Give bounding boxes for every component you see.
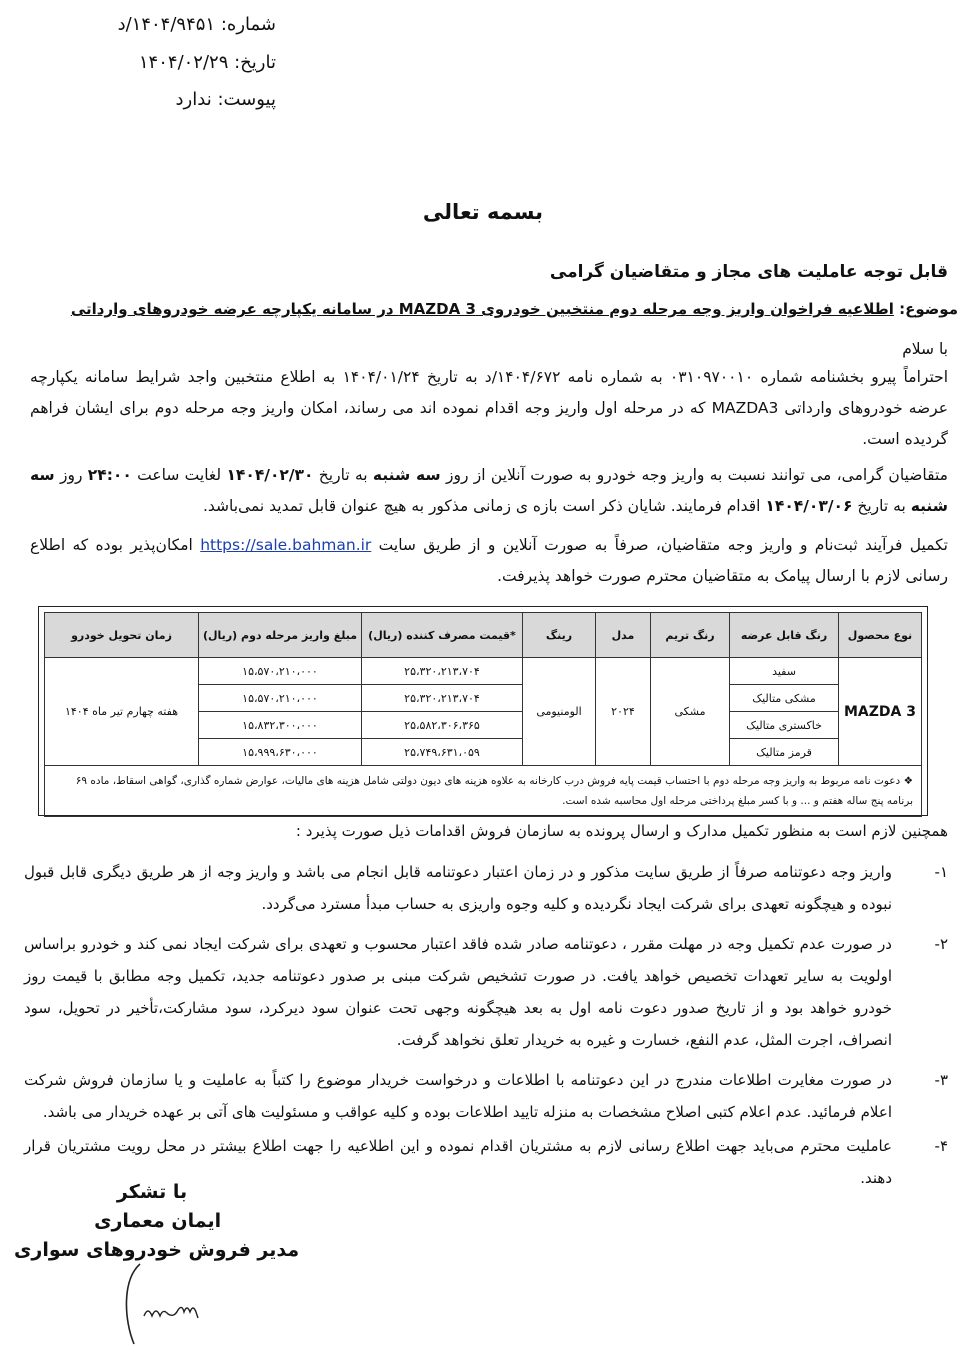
paragraph-2 [30, 460, 948, 522]
subject-label: موضوع: [899, 300, 958, 318]
date-label: تاریخ: [234, 52, 276, 73]
deposit-cell: ۱۵،۵۷۰،۲۱۰،۰۰۰ [199, 685, 362, 712]
number-label: شماره: [220, 14, 276, 35]
col-delivery: زمان تحویل خودرو [45, 613, 199, 658]
closing-text: با تشکر [116, 1181, 188, 1203]
page-title: بسمه تعالی [422, 200, 544, 224]
p2-text-2: به تاریخ [318, 466, 368, 484]
product-cell: MAZDA 3 [839, 658, 922, 766]
col-color: رنگ قابل عرضه [730, 613, 839, 658]
color-cell: خاکستری متالیک [730, 712, 839, 739]
paragraph-3 [30, 530, 948, 592]
p2-bold-4: سه شنبه [30, 466, 948, 515]
p2-bold-2: ۱۴۰۴/۰۲/۳۰ [226, 466, 314, 484]
col-rim: رینگ [523, 613, 596, 658]
letter-number [118, 14, 276, 36]
p2-bold-1: سه شنبه [372, 466, 441, 484]
price-cell: ۲۵،۷۴۹،۶۳۱،۰۵۹ [362, 739, 523, 766]
note-text: دعوت نامه مربوط به واریز وجه مرحله دوم با احتساب قیمت پایه فروش درب کارخانه به علاوه هزینه های دیون دولتی شامل هزینه های مالیات، عوارض شماره گذاری، گواهی اسقاط، ماده ۶۹ برنامه پنج ساله هفتم و ... و با کسر مبلغ پرداختی مرحله اول محاسبه شده است. [75, 775, 913, 807]
list-item-number: ۴- [934, 1137, 948, 1155]
list-item-number: ۲- [934, 935, 948, 953]
table-header-row [45, 613, 922, 658]
list-item-number: ۳- [934, 1071, 948, 1089]
p2-text-6: اقدام فرمایند. شایان ذکر است بازه ی زمانی مذکور به هیچ عنوان قابل تمدید نمی‌باشد. [202, 497, 761, 515]
color-cell: سفید [730, 658, 839, 685]
price-cell: ۲۵،۳۲۰،۲۱۳،۷۰۴ [362, 658, 523, 685]
col-price: *قیمت مصرف کننده (ریال) [362, 613, 523, 658]
p2-text-1: متقاضیان گرامی، می توانند نسبت به واریز وجه خودرو به صورت آنلاین از روز [446, 466, 948, 484]
p2-text-5: به تاریخ [857, 497, 906, 515]
letter-attachment [176, 89, 276, 111]
list-item [24, 1064, 948, 1128]
p2-bold-3: ۲۴:۰۰ [87, 466, 132, 484]
list-item-text: عاملیت محترم می‌باید جهت اطلاع رسانی لازم به مشتریان اقدام نموده و این اطلاعیه را جهت اطلاع بیشتر در محل رویت مشتریان قرار دهند. [24, 1137, 892, 1187]
col-deposit: مبلغ واریز مرحله دوم (ریال) [199, 613, 362, 658]
signer-name: ایمان معماری [94, 1210, 222, 1232]
list-item-number: ۱- [934, 863, 948, 881]
col-product: نوع محصول [839, 613, 922, 658]
trim-cell: مشکی [651, 658, 730, 766]
sale-website-link[interactable]: https://sale.bahman.ir [200, 536, 372, 554]
model-cell: ۲۰۲۴ [596, 658, 651, 766]
list-item-text: در صورت عدم تکمیل وجه در مهلت مقرر ، دعوتنامه صادر شده فاقد اعتبار محسوب و تعهدی برای شرکت ایجاد نمی کند و خودرو براساس اولویت به سایر تعهدات تخصیص خواهد یافت. در صورت تشخیص شرکت مبنی بر صدور دعوتنامه جدید، تکمیل وجه مطابق با قیمت روز خودرو خواهد بود و از تاریخ صدور دعوت نامه اول به بعد هیچگونه وجهی تحت عنوان سود دیرکرد، سود مشارکت،تأخیر در تحویل، سود انصراف، اجرت المثل، عدم النفع، خسارت و غیره به خریدار تعلق نخواهد گرفت. [24, 935, 892, 1049]
subject-text: اطلاعیه فراخوان واریز وجه مرحله دوم منتخبین خودروی MAZDA 3 در سامانه یکپارچه عرضه خودروهای وارداتی [70, 300, 894, 318]
greeting: با سلام [902, 340, 948, 358]
p2-bold-5: ۱۴۰۴/۰۳/۰۶ [765, 497, 853, 515]
deposit-cell: ۱۵،۹۹۹،۶۳۰،۰۰۰ [199, 739, 362, 766]
attachment-label: پیوست: [217, 89, 276, 110]
color-cell: قرمز متالیک [730, 739, 839, 766]
signer-position: مدیر فروش خودروهای سواری [14, 1239, 300, 1261]
p2-text-3: لغایت ساعت [137, 466, 222, 484]
list-item-text: در صورت مغایرت اطلاعات مندرج در این دعوتنامه با اطلاعات و درخواست خریدار موضوع را کتباً به عاملیت و یا سازمان فروش شرکت اعلام فرمائید. عدم اعلام کتبی اصلاح مشخصات به منزله تایید اطلاعات بوده و کلیه عواقب و مسئولیت های آتی بر عهده خریدار می باشد. [24, 1071, 892, 1121]
deposit-cell: ۱۵،۵۷۰،۲۱۰،۰۰۰ [199, 658, 362, 685]
col-trim: رنگ تریم [651, 613, 730, 658]
rim-cell: الومنیومی [523, 658, 596, 766]
table-row [45, 658, 922, 685]
price-table [44, 612, 922, 817]
letter-date [139, 52, 276, 74]
p2-text-4: روز [59, 466, 83, 484]
date-value: ۱۴۰۴/۰۲/۲۹ [138, 52, 229, 73]
paragraph-1: احتراماً پیرو بخشنامه شماره ۰۳۱۰۹۷۰۰۱۰ به شماره نامه ۱۴۰۴/۶۷۲/د به تاریخ ۱۴۰۴/۰۱/۲۴ به اطلاع منتخبین واجد شرایط سامانه یکپارچه عرضه خودروهای وارداتی MAZDA3 که در مرحله اول واریز وجه اقدام نموده اند می رساند، امکان واریز وجه مرحله دوم برای ایشان فراهم گردیده است. [30, 368, 949, 448]
p3-text-1: تکمیل فرآیند ثبت‌نام و واریز وجه متقاضیان، صرفاً به صورت آنلاین و از طریق سایت [378, 536, 948, 554]
price-cell: ۲۵،۳۲۰،۲۱۳،۷۰۴ [362, 685, 523, 712]
table-note [45, 766, 922, 817]
price-cell: ۲۵،۵۸۲،۳۰۶،۳۶۵ [362, 712, 523, 739]
addressee: قابل توجه عاملیت های مجاز و متقاضیان گرامی [549, 262, 948, 282]
list-intro: همچنین لازم است به منظور تکمیل مدارک و ارسال پرونده به سازمان فروش اقدامات ذیل صورت پذیرد : [295, 822, 948, 840]
note-bullet-icon: ❖ [903, 775, 913, 787]
delivery-cell: هفته چهارم تیر ماه ۱۴۰۴ [45, 658, 199, 766]
attachment-value: ندارد [175, 89, 212, 110]
number-value: ۱۴۰۴/۹۴۵۱/د [117, 14, 216, 35]
subject-line [71, 300, 958, 318]
handwritten-signature-icon [118, 1260, 228, 1350]
list-item [24, 928, 948, 1056]
col-model: مدل [596, 613, 651, 658]
p3-text-2: امکان‌پذیر بوده که اطلاع رسانی لازم با ارسال پیامک به متقاضیان محترم صورت خواهد پذیرفت. [30, 536, 948, 585]
list-item [24, 856, 948, 920]
signature-block [14, 1178, 299, 1265]
list-item-text: واریز وجه دعوتنامه صرفاً از طریق سایت مذکور و در زمان اعتبار دعوتنامه قابل انجام می باشد و واریز وجه از هر طریق دیگری قابل قبول نبوده و هیچگونه تعهدی برای شرکت ایجاد نگردیده و کلیه وجوه واریزی به حساب مبدأ مسترد می‌گردد. [24, 863, 892, 913]
table-note-row [45, 766, 922, 817]
color-cell: مشکی متالیک [730, 685, 839, 712]
deposit-cell: ۱۵،۸۳۲،۳۰۰،۰۰۰ [199, 712, 362, 739]
